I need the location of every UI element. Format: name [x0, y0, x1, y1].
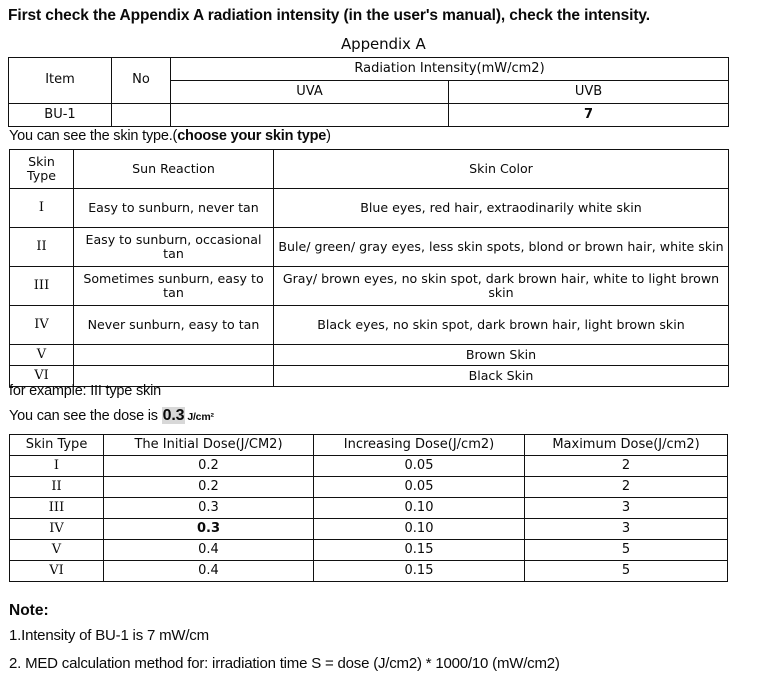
- cell-increasing-dose: 0.10: [314, 498, 525, 519]
- table-row: [10, 345, 729, 366]
- table-row: [10, 228, 729, 267]
- table-row: [10, 306, 729, 345]
- cell-skin-type: I: [10, 189, 74, 228]
- header-cell-initial-dose: The Initial Dose(J/CM2): [104, 435, 314, 456]
- dose-table: [9, 434, 728, 582]
- table-row: [10, 267, 729, 306]
- table-row: [10, 477, 728, 498]
- note-item-1: 1.Intensity of BU-1 is 7 mW/cm: [9, 627, 209, 644]
- cell-initial-dose: 0.3: [104, 498, 314, 519]
- cell-increasing-dose: 0.10: [314, 519, 525, 540]
- table-row: [10, 456, 728, 477]
- header-cell-item: Item: [9, 58, 112, 104]
- header-cell-skin-color: Skin Color: [274, 150, 729, 189]
- header-cell-sun-reaction: Sun Reaction: [74, 150, 274, 189]
- dose-statement-text: [9, 407, 214, 425]
- cell-skin-type: III: [10, 267, 74, 306]
- header-cell-maximum-dose: Maximum Dose(J/cm2): [525, 435, 728, 456]
- dose-unit-label: J/cm²: [187, 411, 214, 423]
- cell-increasing-dose: 0.05: [314, 456, 525, 477]
- skin-type-instruction-emphasis: choose your skin type: [177, 128, 327, 144]
- cell-maximum-dose: 2: [525, 477, 728, 498]
- skin-type-instruction-suffix: ): [326, 128, 331, 144]
- skin-type-table: [9, 149, 729, 387]
- cell-skin-type: I: [10, 456, 104, 477]
- dose-statement-prefix: You can see the dose is: [9, 408, 162, 424]
- cell-initial-dose: 0.3: [104, 519, 314, 540]
- note-item-2: 2. MED calculation method for: irradiation time S = dose (J/cm2) * 1000/10 (mW/cm2): [9, 655, 560, 672]
- header-cell-uvb: UVB: [449, 81, 729, 104]
- cell-skin-color: Blue eyes, red hair, extraodinarily white skin: [274, 189, 729, 228]
- cell-maximum-dose: 2: [525, 456, 728, 477]
- cell-increasing-dose: 0.05: [314, 477, 525, 498]
- cell-sun-reaction: Never sunburn, easy to tan: [74, 306, 274, 345]
- example-text: for example: III type skin: [9, 383, 161, 399]
- cell-sun-reaction: [74, 345, 274, 366]
- cell-maximum-dose: 5: [525, 561, 728, 582]
- cell-maximum-dose: 3: [525, 519, 728, 540]
- cell-skin-color: Black eyes, no skin spot, dark brown hair, light brown skin: [274, 306, 729, 345]
- cell-sun-reaction: Easy to sunburn, occasional tan: [74, 228, 274, 267]
- cell-initial-dose: 0.4: [104, 540, 314, 561]
- cell-no-value: [112, 104, 171, 127]
- table-row: [10, 540, 728, 561]
- cell-skin-type: VI: [10, 561, 104, 582]
- cell-uva-value: [171, 104, 449, 127]
- skin-type-instruction-prefix: You can see the skin type.(: [9, 128, 178, 144]
- cell-sun-reaction: Easy to sunburn, never tan: [74, 189, 274, 228]
- cell-skin-type: VI: [10, 366, 74, 387]
- header-cell-skin-type: Skin Type: [10, 435, 104, 456]
- appendix-a-table: [8, 57, 729, 127]
- cell-skin-color: Brown Skin: [274, 345, 729, 366]
- dose-value-highlight: 0.3: [162, 407, 185, 424]
- cell-initial-dose: 0.4: [104, 561, 314, 582]
- cell-increasing-dose: 0.15: [314, 561, 525, 582]
- cell-skin-color: Black Skin: [274, 366, 729, 387]
- cell-item-value: BU-1: [9, 104, 112, 127]
- cell-maximum-dose: 5: [525, 540, 728, 561]
- table-row: [10, 561, 728, 582]
- skin-type-instruction-text: [9, 128, 331, 144]
- cell-increasing-dose: 0.15: [314, 540, 525, 561]
- cell-maximum-dose: 3: [525, 498, 728, 519]
- cell-skin-type: III: [10, 498, 104, 519]
- cell-skin-type: II: [10, 228, 74, 267]
- cell-initial-dose: 0.2: [104, 477, 314, 498]
- cell-skin-color: Gray/ brown eyes, no skin spot, dark brown hair, white to light brown skin: [274, 267, 729, 306]
- cell-skin-type: II: [10, 477, 104, 498]
- header-cell-increasing-dose: Increasing Dose(J/cm2): [314, 435, 525, 456]
- cell-skin-type: V: [10, 345, 74, 366]
- table-header-row: [9, 58, 729, 81]
- header-cell-skin-type: Skin Type: [10, 150, 74, 189]
- header-cell-uva: UVA: [171, 81, 449, 104]
- table-row: [10, 519, 728, 540]
- header-cell-no: No: [112, 58, 171, 104]
- cell-skin-type: IV: [10, 306, 74, 345]
- table-header-row: [10, 435, 728, 456]
- intro-instruction-text: First check the Appendix A radiation intensity (in the user's manual), check the intensity.: [8, 7, 650, 24]
- table-row: [9, 104, 729, 127]
- table-row: [10, 189, 729, 228]
- cell-initial-dose: 0.2: [104, 456, 314, 477]
- cell-skin-color: Bule/ green/ gray eyes, less skin spots, blond or brown hair, white skin: [274, 228, 729, 267]
- cell-uvb-value: 7: [449, 104, 729, 127]
- table-header-row: [10, 150, 729, 189]
- appendix-a-title: Appendix A: [341, 35, 426, 53]
- header-cell-radiation-intensity: Radiation Intensity(mW/cm2): [171, 58, 729, 81]
- note-heading: Note:: [9, 602, 49, 619]
- cell-skin-type: IV: [10, 519, 104, 540]
- cell-sun-reaction: Sometimes sunburn, easy to tan: [74, 267, 274, 306]
- table-row: [10, 498, 728, 519]
- cell-skin-type: V: [10, 540, 104, 561]
